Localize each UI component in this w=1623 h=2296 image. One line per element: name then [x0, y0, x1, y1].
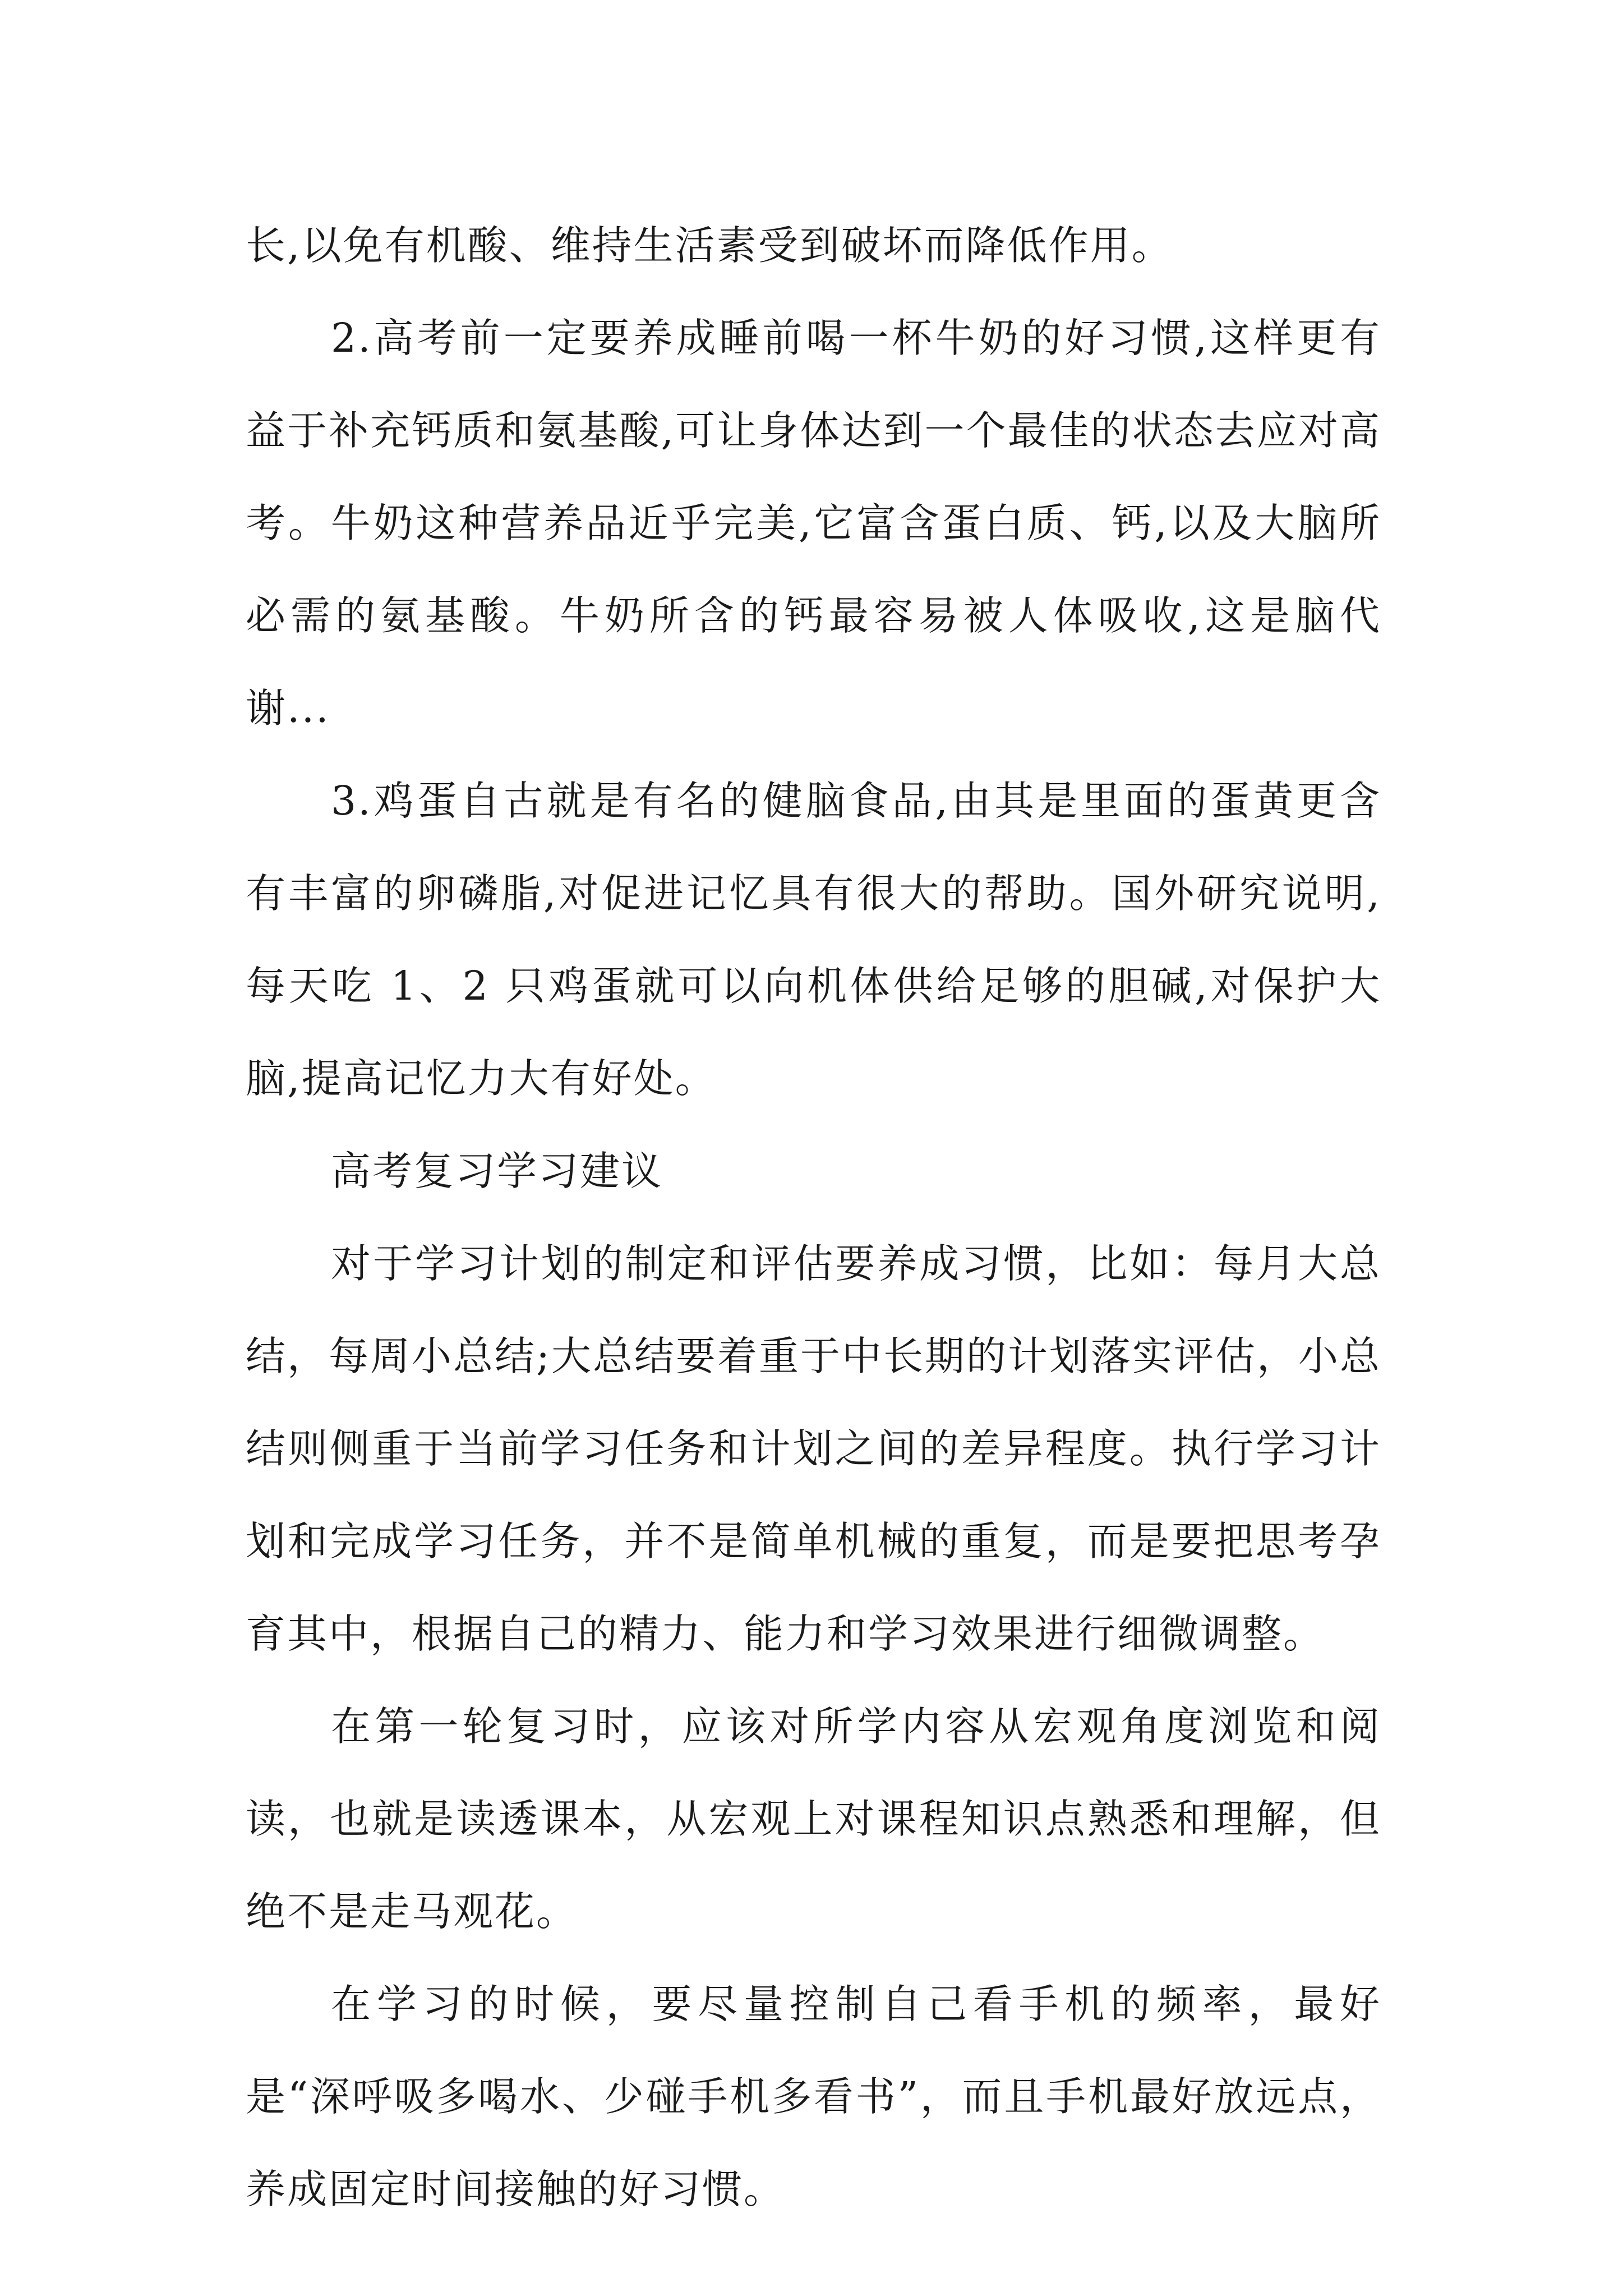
document-body	[246, 199, 1381, 2235]
paragraph-continuation: 长,以免有机酸、维持生活素受到破坏而降低作用。	[246, 222, 1173, 269]
paragraph-phone-usage: 在学习的时候，要尽量控制自己看手机的频率，最好是“深呼吸多喝水、少碰手机多看书”，而且手机最好放远点，养成固定时间接触的好习惯。	[246, 1981, 1381, 2212]
paragraph-milk: 2.高考前一定要养成睡前喝一杯牛奶的好习惯,这样更有益于补充钙质和氨基酸,可让身体达到一个最佳的状态去应对高考。牛奶这种营养品近乎完美,它富含蛋白质、钙,以及大脑所必需的氨基酸。牛奶所含的钙最容易被人体吸收,这是脑代谢...	[246, 315, 1381, 731]
section-heading: 高考复习学习建议	[331, 1148, 663, 1194]
paragraph-study-plan: 对于学习计划的制定和评估要养成习惯，比如：每月大总结，每周小总结;大总结要着重于中长期的计划落实评估，小总结则侧重于当前学习任务和计划之间的差异程度。执行学习计划和完成学习任务，并不是简单机械的重复，而是要把思考孕育其中，根据自己的精力、能力和学习效果进行细微调整。	[246, 1240, 1381, 1657]
paragraph-eggs: 3.鸡蛋自古就是有名的健脑食品,由其是里面的蛋黄更含有丰富的卵磷脂,对促进记忆具有很大的帮助。国外研究说明,每天吃 1、2 只鸡蛋就可以向机体供给足够的胆碱,对保护大脑,提高记忆力大有好处。	[246, 777, 1381, 1102]
paragraph-first-review: 在第一轮复习时，应该对所学内容从宏观角度浏览和阅读，也就是读透课本，从宏观上对课程知识点熟悉和理解，但绝不是走马观花。	[246, 1703, 1381, 1935]
